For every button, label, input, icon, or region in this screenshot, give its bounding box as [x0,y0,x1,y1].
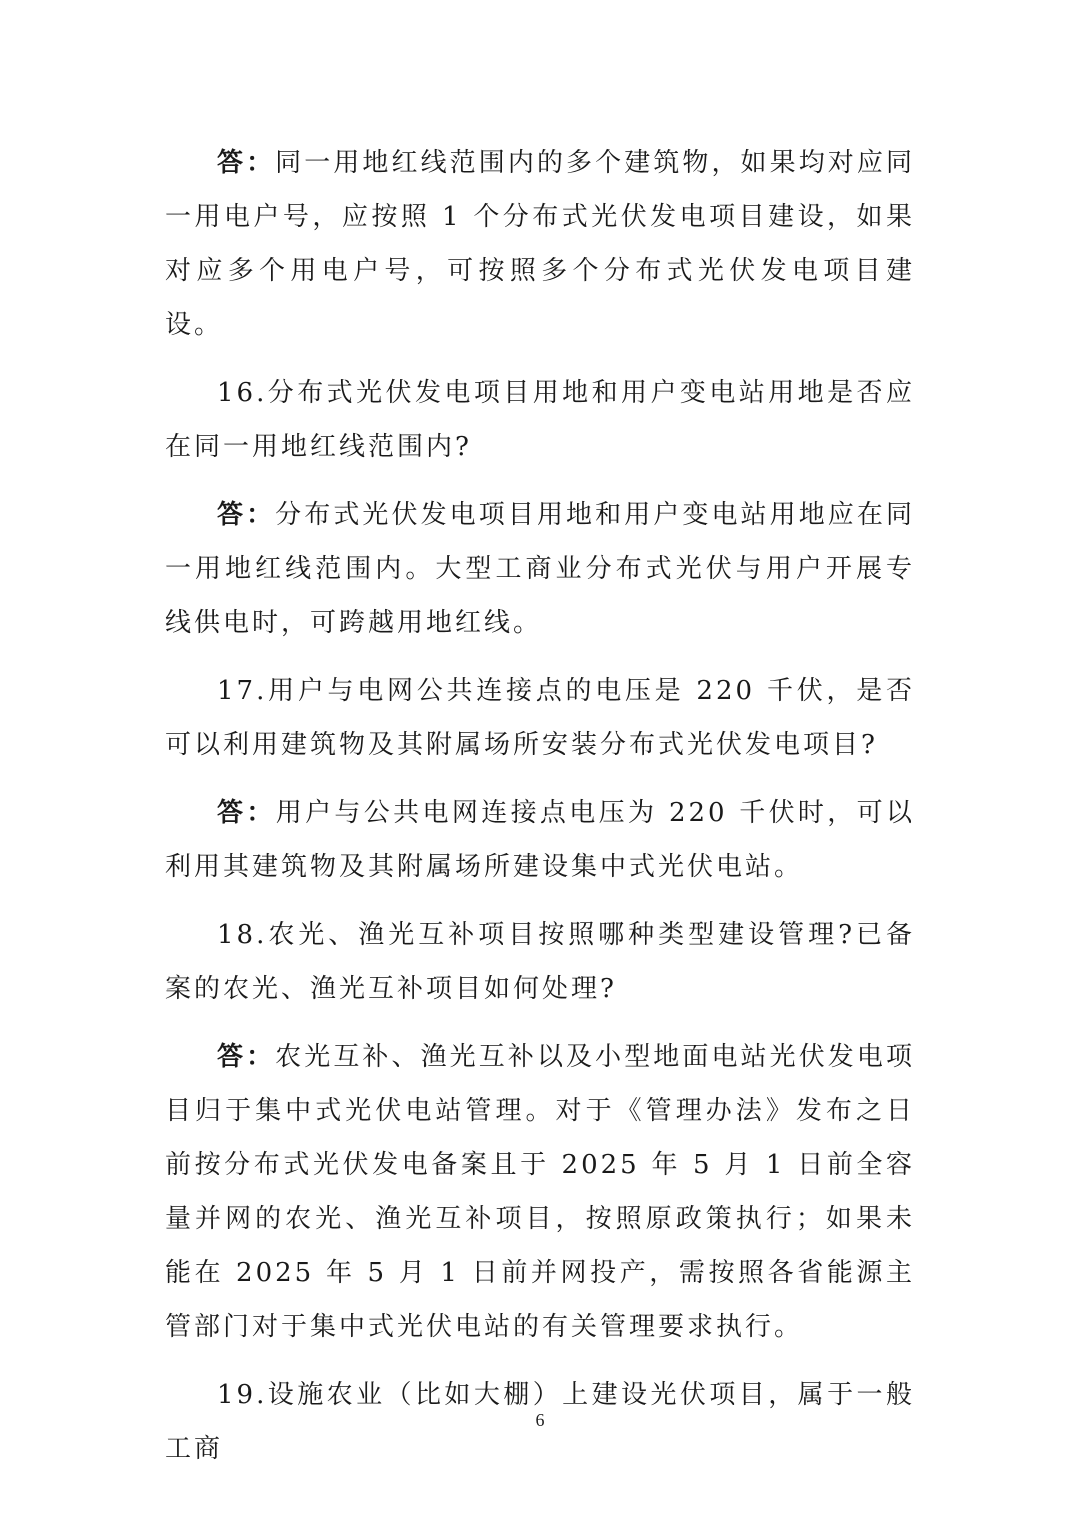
question-paragraph-18 [165,908,915,1016]
answer-label: 答： [217,500,276,530]
question-paragraph-16 [165,366,915,474]
question-text: 17.用户与电网公共连接点的电压是 220 千伏，是否可以利用建筑物及其附属场所安装分布式光伏发电项目? [165,676,915,760]
answer-label: 答： [217,1042,276,1072]
question-text: 18.农光、渔光互补项目按照哪种类型建设管理?已备案的农光、渔光互补项目如何处理? [165,920,915,1004]
answer-label: 答： [217,798,276,828]
answer-paragraph-16 [165,488,915,650]
answer-paragraph-15 [165,136,915,352]
question-paragraph-17 [165,664,915,772]
question-text: 16.分布式光伏发电项目用地和用户变电站用地是否应在同一用地红线范围内? [165,378,915,462]
answer-text: 农光互补、渔光互补以及小型地面电站光伏发电项目归于集中式光伏电站管理。对于《管理办法》发布之日前按分布式光伏发电备案且于 2025 年 5 月 1 日前全容量并网的农光、渔光互补项目，按照原政策执行；如果未能在 2025 年 5 月 1 日前并网投产，需按照各省能源主管部门对于集中式光伏电站的有关管理要求执行。 [165,1042,915,1342]
answer-paragraph-18 [165,1030,915,1354]
answer-text: 分布式光伏发电项目用地和用户变电站用地应在同一用地红线范围内。大型工商业分布式光伏与用户开展专线供电时，可跨越用地红线。 [165,500,915,638]
question-text: 19.设施农业（比如大棚）上建设光伏项目，属于一般工商 [165,1380,915,1464]
answer-paragraph-17 [165,786,915,894]
page-number: 6 [535,1410,545,1430]
page-body [165,136,915,1490]
answer-text: 用户与公共电网连接点电压为 220 千伏时，可以利用其建筑物及其附属场所建设集中式光伏电站。 [165,798,915,882]
answer-text: 同一用地红线范围内的多个建筑物，如果均对应同一用电户号，应按照 1 个分布式光伏发电项目建设，如果对应多个用电户号，可按照多个分布式光伏发电项目建设。 [165,148,915,340]
answer-label: 答： [217,148,276,178]
